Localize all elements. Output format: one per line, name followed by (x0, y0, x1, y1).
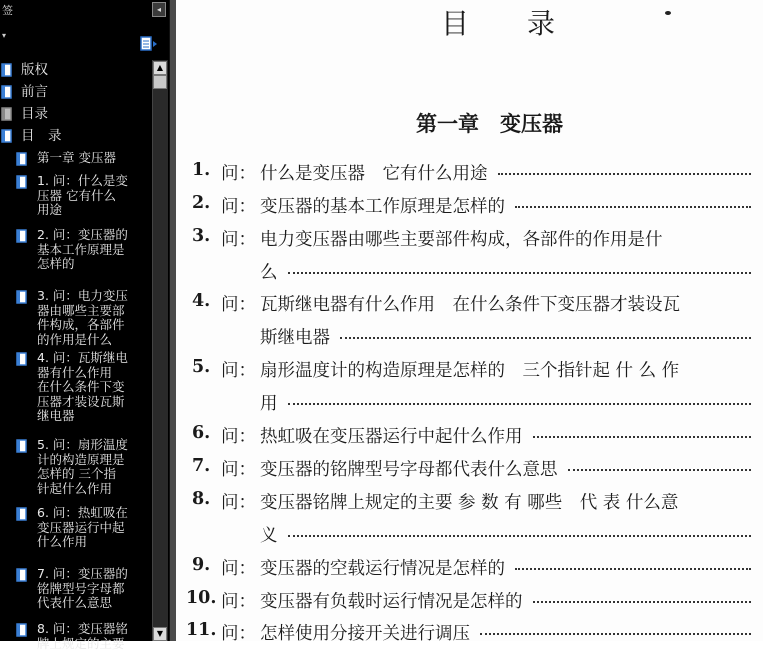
bookmark-label-line: 压器 它有什么 (37, 189, 128, 204)
bookmark-label-line: 器有什么作用 (37, 366, 128, 381)
bookmark-item[interactable] (37, 567, 128, 611)
collapse-panel-button[interactable]: ◂ (152, 2, 166, 17)
toc-number: 11. (186, 620, 216, 640)
bookmark-icon (16, 229, 28, 248)
bookmark-item[interactable] (37, 351, 128, 424)
toc-number: 9. (192, 555, 210, 575)
toc-question-marker: 问： (221, 193, 256, 218)
options-chevron-icon[interactable]: ▾ (2, 31, 6, 40)
expand-bookmark-icon[interactable] (140, 36, 160, 52)
toc-entry-text: 变压器的基本工作原理是怎样的 (260, 193, 505, 218)
bookmark-icon (1, 107, 13, 126)
panel-title: 签 (2, 2, 13, 18)
bookmark-label-line: 代表什么意思 (37, 596, 128, 611)
toc-leader-dots (568, 469, 752, 471)
bookmark-scrollbar[interactable] (152, 60, 168, 641)
bookmark-label-line: 版权 (21, 62, 48, 78)
scroll-thumb[interactable] (153, 75, 167, 89)
bookmark-label-line: 器由哪些主要部 (37, 304, 128, 319)
toc-entry-text: 怎样使用分接开关进行调压 (260, 620, 470, 645)
panel-header (0, 0, 169, 18)
bookmark-label-line: 针起什么作用 (37, 482, 128, 497)
bookmark-label-line: 继电器 (37, 409, 128, 424)
bookmark-item[interactable] (21, 84, 48, 100)
bookmark-label-line: 1. 问：什么是变 (37, 174, 128, 189)
bookmark-label-line: 怎样的 (37, 257, 128, 272)
toc-entry-text: 变压器铭牌上规定的主要 参 数 有 哪些 代 表 什么意 (260, 489, 678, 514)
toc-leader-dots (288, 272, 752, 274)
bookmark-icon (16, 623, 28, 642)
toc-leader-dots (498, 173, 752, 175)
toc-leader-dots (515, 568, 751, 570)
document-page (176, 0, 763, 641)
toc-entry-text: 变压器的铭牌型号字母都代表什么意思 (260, 456, 558, 481)
toc-entry-text: 变压器的空载运行情况是怎样的 (260, 555, 505, 580)
chapter-heading: 第一章 变压器 (416, 108, 563, 138)
toc-leader-dots (515, 206, 751, 208)
toc-number: 3. (192, 226, 210, 246)
toc-leader-dots (340, 337, 751, 339)
toc-leader-dots (288, 403, 752, 405)
toc-question-marker: 问： (221, 160, 256, 185)
bookmark-label-line: 8. 问：变压器铭 (37, 622, 128, 637)
toc-leader-dots (533, 601, 752, 603)
bookmark-label-line: 3. 问：电力变压 (37, 289, 128, 304)
bookmark-item[interactable] (37, 506, 128, 550)
bookmark-label-line: 用途 (37, 203, 128, 218)
bookmark-item[interactable] (21, 128, 62, 144)
bookmark-icon (16, 568, 28, 587)
toc-question-marker: 问： (221, 226, 256, 251)
bookmark-icon (16, 175, 28, 194)
scan-speck (665, 11, 671, 15)
toc-question-marker: 问： (221, 291, 256, 316)
bookmark-icon (16, 507, 28, 526)
toc-entry-text: 么 (260, 259, 278, 284)
bookmark-label-line: 在什么条件下变 (37, 380, 128, 395)
bookmark-label-line: 目录 (21, 106, 48, 122)
bookmark-label-line: 压器才装设瓦斯 (37, 395, 128, 410)
bookmark-item[interactable] (21, 106, 48, 122)
bookmark-label-line: 件构成，各部件 (37, 318, 128, 333)
bookmark-label-line: 什么作用 (37, 535, 128, 550)
bookmark-tree (0, 60, 152, 641)
panel-toolbar (0, 18, 169, 58)
bookmark-item[interactable] (37, 622, 128, 651)
toc-question-marker: 问： (221, 357, 256, 382)
toc-number: 7. (192, 456, 210, 476)
scroll-down-button[interactable]: ▼ (153, 627, 167, 641)
bookmark-label-line: 2. 问：变压器的 (37, 228, 128, 243)
bookmark-label-line: 的作用是什么 (37, 333, 128, 348)
bookmark-icon (1, 63, 13, 82)
toc-question-marker: 问： (221, 489, 256, 514)
toc-question-marker: 问： (221, 620, 256, 645)
toc-entry-text: 瓦斯继电器有什么作用 在什么条件下变压器才装设瓦 (260, 291, 680, 316)
bookmark-label-line: 牌上规定的主要 (37, 637, 128, 651)
page-title: 目录 (441, 2, 613, 42)
bookmarks-panel (0, 0, 169, 641)
bookmark-item[interactable] (37, 289, 128, 347)
bookmark-label-line: 第一章 变压器 (37, 151, 116, 166)
toc-entry-text: 斯继电器 (260, 324, 330, 349)
toc-leader-dots (480, 633, 751, 635)
toc-leader-dots (288, 535, 752, 537)
bookmark-icon (1, 129, 13, 148)
bookmark-item[interactable] (37, 174, 128, 218)
toc-question-marker: 问： (221, 423, 256, 448)
bookmark-icon (16, 290, 28, 309)
bookmark-label-line: 4. 问：瓦斯继电 (37, 351, 128, 366)
toc-entry-text: 变压器有负载时运行情况是怎样的 (260, 588, 523, 613)
toc-number: 6. (192, 423, 210, 443)
toc-question-marker: 问： (221, 588, 256, 613)
bookmark-item[interactable] (37, 438, 128, 496)
bookmark-label-line: 5. 问：扇形温度 (37, 438, 128, 453)
toc-entry-text: 义 (260, 522, 278, 547)
toc-question-marker: 问： (221, 555, 256, 580)
scroll-up-button[interactable]: ▲ (153, 61, 167, 75)
toc-entry-text: 电力变压器由哪些主要部件构成，各部件的作用是什 (260, 226, 663, 251)
toc-number: 8. (192, 489, 210, 509)
bookmark-icon (1, 85, 13, 104)
toc-number: 1. (192, 160, 210, 180)
toc-question-marker: 问： (221, 456, 256, 481)
bookmark-item[interactable] (37, 151, 116, 166)
bookmark-item[interactable] (37, 228, 128, 272)
toc-leader-dots (533, 436, 752, 438)
toc-entry-text: 用 (260, 390, 278, 415)
bookmark-label-line: 前言 (21, 84, 48, 100)
bookmark-item[interactable] (21, 62, 48, 78)
toc-number: 10. (186, 588, 216, 608)
bookmark-label-line: 6. 问：热虹吸在 (37, 506, 128, 521)
bookmark-icon (16, 439, 28, 458)
toc-number: 2. (192, 193, 210, 213)
toc-entry-text: 扇形温度计的构造原理是怎样的 三个指针起 什 么 作 (260, 357, 679, 382)
toc-number: 5. (192, 357, 210, 377)
toc-entry-text: 什么是变压器 它有什么用途 (260, 160, 488, 185)
panel-splitter[interactable] (169, 0, 176, 641)
bookmark-icon (16, 352, 28, 371)
bookmark-label-line: 变压器运行中起 (37, 521, 128, 536)
bookmark-label-line: 怎样的 三个指 (37, 467, 128, 482)
bookmark-label-line: 计的构造原理是 (37, 453, 128, 468)
toc-entry-text: 热虹吸在变压器运行中起什么作用 (260, 423, 523, 448)
toc-number: 4. (192, 291, 210, 311)
bookmark-label-line: 目 录 (21, 128, 62, 144)
bookmark-label-line: 基本工作原理是 (37, 243, 128, 258)
bookmark-label-line: 铭牌型号字母都 (37, 582, 128, 597)
bookmark-label-line: 7. 问：变压器的 (37, 567, 128, 582)
bookmark-icon (16, 152, 28, 171)
